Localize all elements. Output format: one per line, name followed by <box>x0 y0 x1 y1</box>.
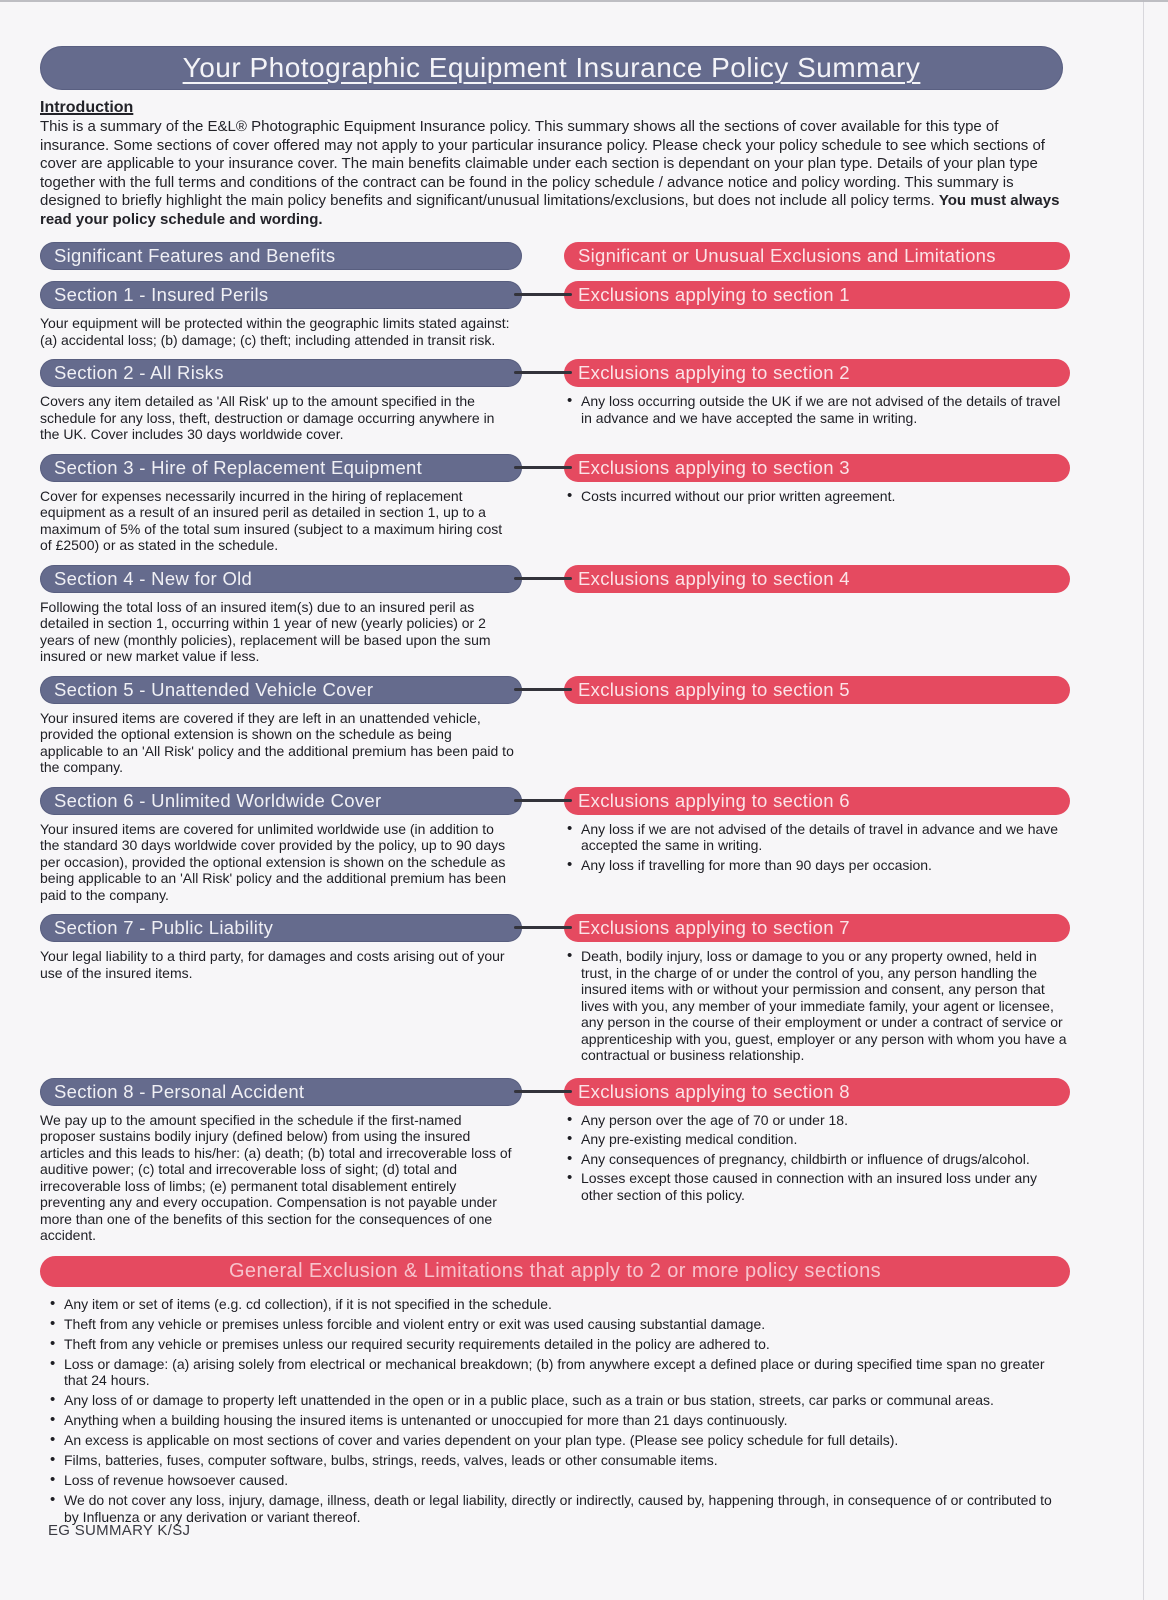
introduction-text: This is a summary of the E&L® Photographic Equipment Insurance policy. This summary shows all the sections of cover available for this type of insurance. Some sections of cover offered may not apply to your particular insurance policy. Please check your policy schedule to see which sections of cover are applicable to your insurance cover. The main benefits claimable under each section is dependant on your plan type. Details of your plan type together with the full terms and conditions of the contract can be found in the policy schedule / advance notice and policy wording. This summary is designed to briefly highlight the main policy benefits and significant/unusual limitations/exclusions, but does not include all policy terms. <box>40 118 1045 209</box>
exclusions-column-header-label: Significant or Unusual Exclusions and Limitations <box>578 245 996 266</box>
exclusions-column-header <box>564 242 1070 270</box>
features-column-header-label: Significant Features and Benefits <box>54 245 336 266</box>
section-row-7 <box>40 914 1070 1067</box>
section-8-title-pill <box>40 1078 522 1106</box>
section-8-exclusions-list <box>564 1112 1070 1204</box>
introduction-paragraph <box>40 118 1070 229</box>
exclusion-item: • Death, bodily injury, loss or damage to you or any property owned, held in trust, in the charge of or under the control of you, any person handling the insured items with or without your permission and consent, any person that lives with you, any member of your immediate family, your agent or licensee, any person in the course of their employment or under a contract of service or apprenticeship with you, guest, employer or any person with whom you have a contractual or business relationship. <box>564 948 1070 1064</box>
general-exclusion-item: • Films, batteries, fuses, computer software, bulbs, strings, reeds, valves, leads or other consumable items. <box>46 1452 1070 1469</box>
connector-line <box>522 914 564 942</box>
section-5-title-pill <box>40 676 522 704</box>
exclusion-item: • Any consequences of pregnancy, childbirth or influence of drugs/alcohol. <box>564 1151 1070 1168</box>
section-7-exclusions-title: Exclusions applying to section 7 <box>578 917 850 938</box>
section-2-exclusions-list <box>564 393 1070 426</box>
connector-line <box>522 787 564 815</box>
exclusion-item: • Losses except those caused in connection with an insured loss under any other section of this policy. <box>564 1170 1070 1203</box>
section-1-exclusions-title: Exclusions applying to section 1 <box>578 284 850 305</box>
section-8-exclusions-title: Exclusions applying to section 8 <box>578 1080 850 1102</box>
section-8-exclusions-pill <box>564 1078 1070 1106</box>
connector-line <box>522 565 564 593</box>
exclusion-item: • Any pre-existing medical condition. <box>564 1131 1070 1148</box>
section-1-title-pill <box>40 281 522 309</box>
section-4-exclusions-body <box>564 593 1070 665</box>
introduction-bold-text: You must always read your policy schedule and wording. <box>40 192 1060 228</box>
section-row-4 <box>40 565 1070 665</box>
section-8-body: We pay up to the amount specified in the schedule if the first-named proposer sustains bodily injury (defined below) from using the insured articles and this leads to his/her: (a) death; (b) total and irrecoverable loss of auditive power; (c) total and irrecoverable loss of sight; (d) total and irrecoverable loss of limbs; (e) permanent total disablement entirely preventing any and every occupation. Compensation is not payable under more than one of the benefits of this section for the consequences of one accident. <box>40 1111 512 1243</box>
section-3-exclusions-body <box>564 482 1070 554</box>
section-1-exclusions-body <box>564 309 1070 348</box>
section-2-exclusions-body <box>564 387 1070 443</box>
section-2-exclusions-pill <box>564 359 1070 387</box>
section-row-3 <box>40 454 1070 554</box>
section-3-exclusions-list <box>564 488 1070 505</box>
section-6-exclusions-title: Exclusions applying to section 6 <box>578 789 850 811</box>
section-4-exclusions-pill <box>564 565 1070 593</box>
section-3-exclusions-pill <box>564 454 1070 482</box>
section-row-2 <box>40 359 1070 443</box>
exclusion-item: • Any loss occurring outside the UK if we are not advised of the details of travel in advance and we have accepted the same in writing. <box>564 393 1070 426</box>
section-6-title: Section 6 - Unlimited Worldwide Cover <box>54 789 382 811</box>
exclusion-item: • Any person over the age of 70 or under 18. <box>564 1112 1070 1129</box>
exclusion-item: • Costs incurred without our prior written agreement. <box>564 488 1070 505</box>
exclusion-item: • Any loss if travelling for more than 90 days per occasion. <box>564 857 1070 874</box>
general-exclusion-item: • Any item or set of items (e.g. cd collection), if it is not specified in the schedule. <box>46 1296 1070 1313</box>
section-5-exclusions-pill <box>564 676 1070 704</box>
section-6-body: Your insured items are covered for unlimited worldwide use (in addition to the standard 30 days worldwide cover provided by the policy, up to 90 days per occasion), provided the optional extension is shown on the schedule as being applicable to an 'All Risk' policy and the additional premium has been paid to the company. <box>40 820 507 903</box>
column-headers-row <box>40 242 1070 270</box>
section-row-5 <box>40 676 1070 776</box>
general-exclusions-banner <box>40 1256 1070 1287</box>
section-3-exclusions-title: Exclusions applying to section 3 <box>578 456 850 478</box>
general-exclusion-item: • Theft from any vehicle or premises unless our required security requirements detailed in the policy are adhered to. <box>46 1336 1070 1353</box>
section-3-title-pill <box>40 454 522 482</box>
section-6-exclusions-list <box>564 821 1070 874</box>
section-6-exclusions-body <box>564 815 1070 904</box>
general-exclusion-item: • We do not cover any loss, injury, damage, illness, death or legal liability, directly or indirectly, caused by, happening through, in consequence of or contributed to by Influenza or any derivation or variant thereof. <box>46 1492 1070 1525</box>
connector-line <box>522 281 564 309</box>
introduction-heading: Introduction <box>40 99 134 116</box>
document-reference: EG SUMMARY K/SJ <box>48 1522 191 1539</box>
section-7-title: Section 7 - Public Liability <box>54 917 274 938</box>
general-exclusion-item: • Anything when a building housing the insured items is untenanted or unoccupied for more than 21 days continuously. <box>46 1412 1070 1429</box>
column-header-gap <box>522 242 564 270</box>
connector-line <box>522 359 564 387</box>
section-2-exclusions-title: Exclusions applying to section 2 <box>578 362 850 383</box>
general-exclusion-item: • Loss of revenue howsoever caused. <box>46 1472 1070 1489</box>
section-1-body: Your equipment will be protected within the geographic limits stated against: (a) accidental loss; (b) damage; (c) theft; including attended in transit risk. <box>40 315 510 348</box>
general-exclusion-item: • Theft from any vehicle or premises unless forcible and violent entry or exit was used causing substantial damage. <box>46 1316 1070 1333</box>
exclusion-item: • Any loss if we are not advised of the details of travel in advance and we have accepted the same in writing. <box>564 821 1070 854</box>
general-exclusion-item: • Loss or damage: (a) arising solely from electrical or mechanical breakdown; (b) from anywhere except a defined place or during specified time span no greater that 24 hours. <box>46 1356 1070 1389</box>
section-7-title-pill <box>40 914 522 942</box>
general-exclusions-title: General Exclusion & Limitations that apply to 2 or more policy sections <box>228 1259 882 1282</box>
section-8-exclusions-body <box>564 1106 1070 1244</box>
section-8-title: Section 8 - Personal Accident <box>54 1080 305 1102</box>
section-1-exclusions-pill <box>564 281 1070 309</box>
general-exclusions-list <box>46 1296 1070 1526</box>
section-7-body: Your legal liability to a third party, for damages and costs arising out of your use of the insured items. <box>40 948 505 981</box>
section-4-exclusions-title: Exclusions applying to section 4 <box>578 567 850 589</box>
section-row-8 <box>40 1078 1070 1244</box>
scan-edge-artifact <box>1143 0 1144 1600</box>
section-5-exclusions-body <box>564 704 1070 776</box>
section-5-title: Section 5 - Unattended Vehicle Cover <box>54 678 374 700</box>
section-2-body: Covers any item detailed as 'All Risk' up to the amount specified in the schedule for any loss, theft, destruction or damage occurring anywhere in the UK. Cover includes 30 days worldwide cover. <box>40 393 495 442</box>
section-4-body: Following the total loss of an insured item(s) due to an insured peril as detailed in section 1, occurring within 1 year of new (yearly policies) or 2 years of new (monthly policies), replacement will be based upon the sum insured or new market value if less. <box>40 598 491 664</box>
connector-line <box>522 454 564 482</box>
section-4-title-pill <box>40 565 522 593</box>
connector-line <box>522 676 564 704</box>
section-3-title: Section 3 - Hire of Replacement Equipment <box>54 456 423 478</box>
features-column-header <box>40 242 522 270</box>
scan-edge-artifact <box>0 0 1168 2</box>
section-6-exclusions-pill <box>564 787 1070 815</box>
section-row-6 <box>40 787 1070 904</box>
section-5-exclusions-title: Exclusions applying to section 5 <box>578 678 850 700</box>
section-7-exclusions-list <box>564 948 1070 1064</box>
general-exclusion-item: • An excess is applicable on most sections of cover and varies dependent on your plan type. (Please see policy schedule for full details). <box>46 1432 1070 1449</box>
section-3-body: Cover for expenses necessarily incurred in the hiring of replacement equipment as a result of an insured peril as detailed in section 1, up to a maximum of 5% of the total sum insured (subject to a maximum hiring cost of £2500) or as stated in the schedule. <box>40 487 503 553</box>
connector-line <box>522 1078 564 1106</box>
section-2-title-pill <box>40 359 522 387</box>
section-5-body: Your insured items are covered if they are left in an unattended vehicle, provided the optional extension is shown on the schedule as being applicable to an 'All Risk' policy and the additional premium has been paid to the company. <box>40 709 514 775</box>
section-row-1 <box>40 281 1070 348</box>
general-exclusion-item: • Any loss of or damage to property left unattended in the open or in a public place, such as a train or bus station, streets, car parks or communal areas. <box>46 1392 1070 1409</box>
section-1-title: Section 1 - Insured Perils <box>54 284 269 305</box>
section-7-exclusions-body <box>564 942 1070 1067</box>
page-title-banner <box>40 46 1063 90</box>
introduction-block <box>40 99 1070 229</box>
page-title: Your Photographic Equipment Insurance Policy Summary <box>182 52 921 83</box>
section-6-title-pill <box>40 787 522 815</box>
section-7-exclusions-pill <box>564 914 1070 942</box>
section-4-title: Section 4 - New for Old <box>54 567 253 589</box>
section-2-title: Section 2 - All Risks <box>54 362 224 383</box>
